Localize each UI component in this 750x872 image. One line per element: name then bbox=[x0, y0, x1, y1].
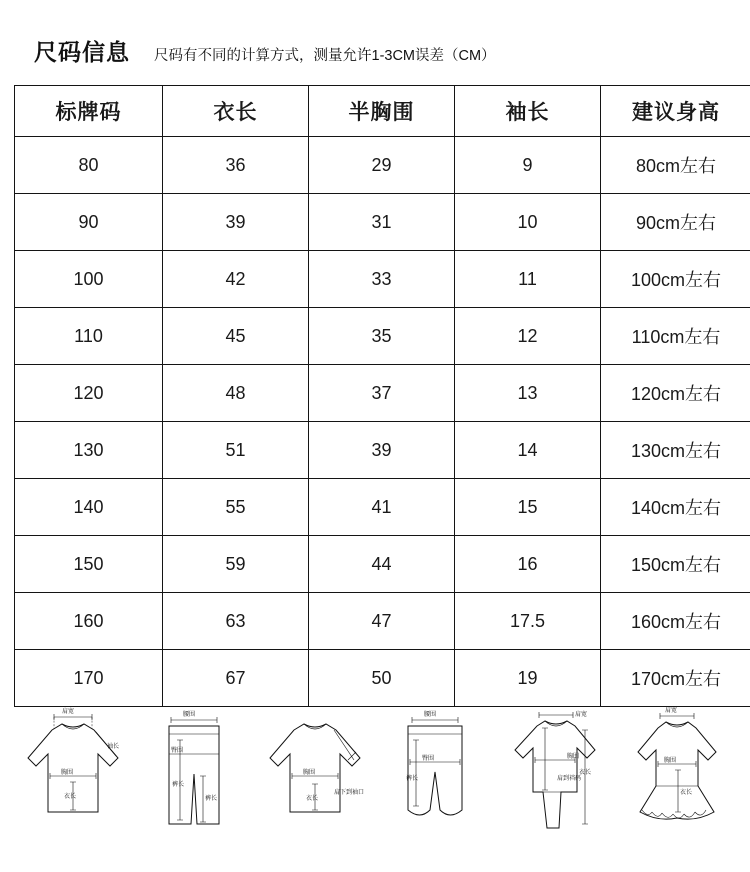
cell-height: 150cm左右 bbox=[601, 536, 750, 593]
column-header-height: 建议身高 bbox=[601, 86, 750, 137]
table-row bbox=[15, 593, 750, 650]
cell-height: 110cm左右 bbox=[601, 308, 750, 365]
cell-tag-size: 150 bbox=[15, 536, 163, 593]
table-row bbox=[15, 650, 750, 707]
cell-half-chest: 33 bbox=[309, 251, 455, 308]
cell-sleeve: 16 bbox=[455, 536, 601, 593]
table-row bbox=[15, 251, 750, 308]
page-header bbox=[0, 0, 750, 67]
cell-height: 170cm左右 bbox=[601, 650, 750, 707]
table-head bbox=[15, 86, 750, 137]
cell-length: 45 bbox=[163, 308, 309, 365]
cell-length: 36 bbox=[163, 137, 309, 194]
diagram-pants bbox=[135, 700, 253, 860]
label-chest: 胸围 bbox=[567, 754, 580, 760]
cell-tag-size: 140 bbox=[15, 479, 163, 536]
cell-tag-size: 90 bbox=[15, 194, 163, 251]
cell-tag-size: 170 bbox=[15, 650, 163, 707]
cell-tag-size: 160 bbox=[15, 593, 163, 650]
label-cuff: 肩下到袖口 bbox=[333, 790, 364, 796]
label-shoulder: 肩宽 bbox=[62, 709, 75, 715]
label-sleeve: 袖长 bbox=[107, 744, 120, 750]
cell-height: 140cm左右 bbox=[601, 479, 750, 536]
cell-sleeve: 9 bbox=[455, 137, 601, 194]
measurement-note: 尺码有不同的计算方式，测量允许1-3CM误差（CM） bbox=[154, 48, 496, 64]
label-length: 裤长 bbox=[406, 776, 419, 782]
diagram-long-sleeve-top bbox=[14, 700, 132, 860]
label-inseam: 裤长 bbox=[204, 796, 217, 802]
label-chest: 胸围 bbox=[663, 758, 676, 764]
column-header-sleeve: 袖长 bbox=[455, 86, 601, 137]
cell-half-chest: 50 bbox=[309, 650, 455, 707]
cell-sleeve: 15 bbox=[455, 479, 601, 536]
label-chest: 胸围 bbox=[302, 770, 315, 776]
cell-length: 55 bbox=[163, 479, 309, 536]
size-table bbox=[14, 85, 750, 707]
cell-tag-size: 120 bbox=[15, 365, 163, 422]
cell-length: 67 bbox=[163, 650, 309, 707]
cell-sleeve: 19 bbox=[455, 650, 601, 707]
label-waist: 腰围 bbox=[182, 712, 195, 718]
cell-tag-size: 100 bbox=[15, 251, 163, 308]
table-row bbox=[15, 536, 750, 593]
table-body bbox=[15, 137, 750, 707]
label-length: 衣长 bbox=[679, 790, 692, 796]
cell-sleeve: 17.5 bbox=[455, 593, 601, 650]
measurement-diagrams bbox=[0, 700, 750, 872]
size-table-wrap bbox=[14, 85, 736, 707]
cell-length: 63 bbox=[163, 593, 309, 650]
diagram-top-with-cuff bbox=[256, 700, 374, 860]
label-outseam: 裤长 bbox=[171, 782, 184, 788]
label-hip: 臀围 bbox=[422, 756, 435, 762]
label-shoulder: 肩宽 bbox=[575, 712, 588, 718]
cell-tag-size: 110 bbox=[15, 308, 163, 365]
cell-sleeve: 10 bbox=[455, 194, 601, 251]
page-title: 尺码信息 bbox=[34, 39, 130, 65]
cell-height: 100cm左右 bbox=[601, 251, 750, 308]
cell-height: 90cm左右 bbox=[601, 194, 750, 251]
cell-height: 160cm左右 bbox=[601, 593, 750, 650]
table-row bbox=[15, 308, 750, 365]
cell-half-chest: 35 bbox=[309, 308, 455, 365]
table-row bbox=[15, 194, 750, 251]
cell-half-chest: 44 bbox=[309, 536, 455, 593]
label-crotch: 肩到裆码 bbox=[557, 776, 582, 782]
cell-height: 130cm左右 bbox=[601, 422, 750, 479]
cell-length: 59 bbox=[163, 536, 309, 593]
cell-tag-size: 80 bbox=[15, 137, 163, 194]
cell-half-chest: 37 bbox=[309, 365, 455, 422]
cell-half-chest: 41 bbox=[309, 479, 455, 536]
cell-sleeve: 14 bbox=[455, 422, 601, 479]
cell-length: 42 bbox=[163, 251, 309, 308]
cell-length: 51 bbox=[163, 422, 309, 479]
table-row bbox=[15, 365, 750, 422]
cell-half-chest: 39 bbox=[309, 422, 455, 479]
label-chest: 胸围 bbox=[61, 770, 74, 776]
column-header-tag-size: 标牌码 bbox=[15, 86, 163, 137]
table-row bbox=[15, 479, 750, 536]
label-shoulder: 肩宽 bbox=[664, 708, 677, 714]
cell-half-chest: 31 bbox=[309, 194, 455, 251]
table-row bbox=[15, 422, 750, 479]
cell-sleeve: 13 bbox=[455, 365, 601, 422]
cell-tag-size: 130 bbox=[15, 422, 163, 479]
cell-height: 80cm左右 bbox=[601, 137, 750, 194]
cell-height: 120cm左右 bbox=[601, 365, 750, 422]
table-row bbox=[15, 137, 750, 194]
column-header-length: 衣长 bbox=[163, 86, 309, 137]
cell-sleeve: 11 bbox=[455, 251, 601, 308]
column-header-half-chest: 半胸围 bbox=[309, 86, 455, 137]
label-hip: 臀围 bbox=[170, 748, 183, 754]
label-length: 衣长 bbox=[64, 794, 77, 800]
label-length: 衣长 bbox=[305, 796, 318, 802]
table-header-row bbox=[15, 86, 750, 137]
label-length: 衣长 bbox=[579, 770, 592, 776]
cell-half-chest: 29 bbox=[309, 137, 455, 194]
cell-half-chest: 47 bbox=[309, 593, 455, 650]
diagram-dress bbox=[618, 700, 736, 860]
label-waist: 腰围 bbox=[424, 712, 437, 718]
cell-sleeve: 12 bbox=[455, 308, 601, 365]
cell-length: 39 bbox=[163, 194, 309, 251]
diagram-romper bbox=[497, 700, 615, 860]
diagram-shorts bbox=[376, 700, 494, 860]
cell-length: 48 bbox=[163, 365, 309, 422]
